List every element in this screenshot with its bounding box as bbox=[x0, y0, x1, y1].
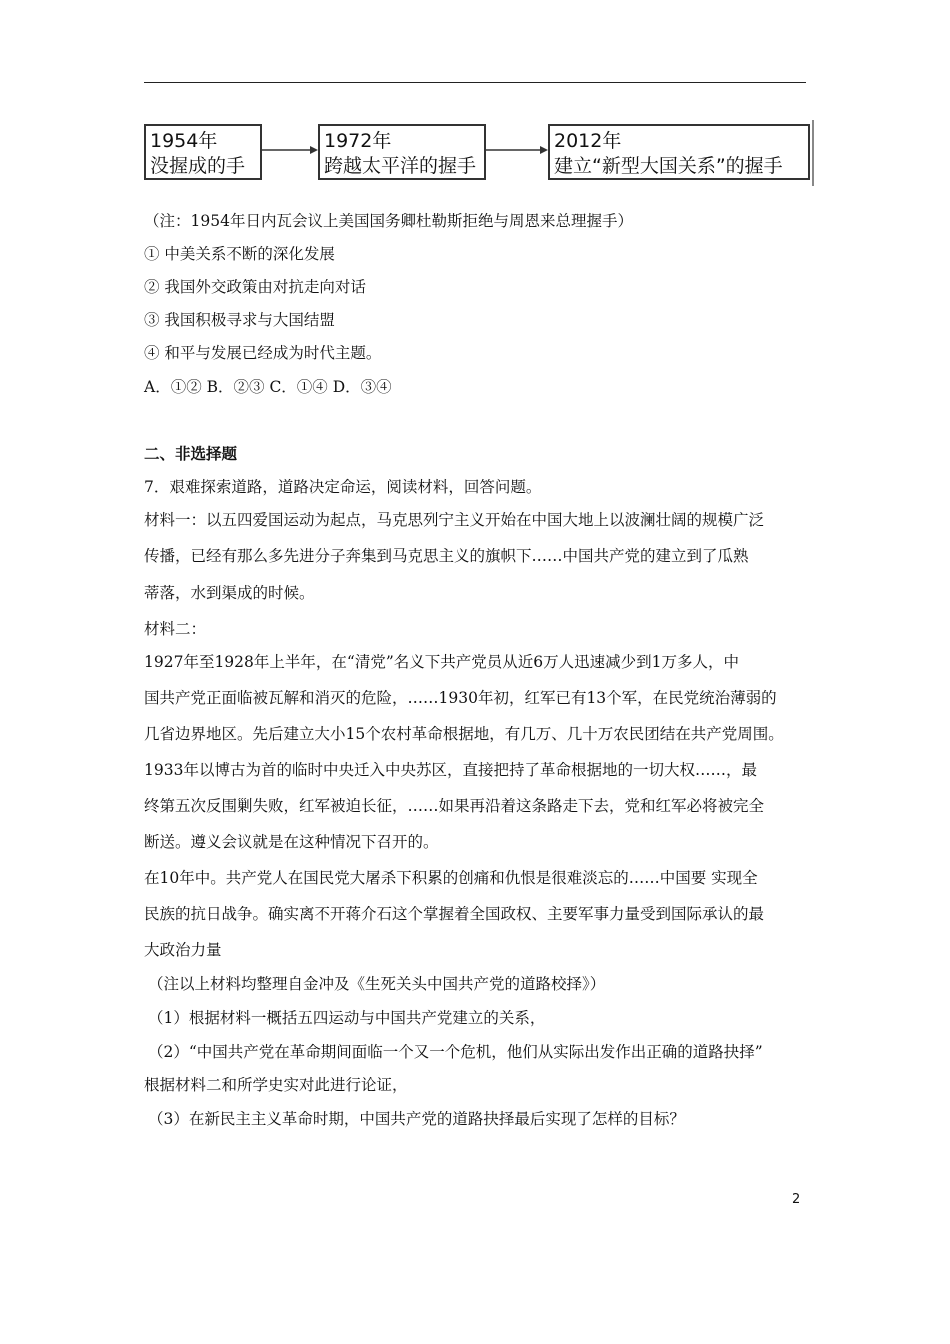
material2-line: 几省边界地区。先后建立大小15个农村革命根据地，有几万、几十万农民团结在共产党周围。 bbox=[144, 725, 784, 743]
question6-note: （注：1954年日内瓦会议上美国国务卿杜勒斯拒绝与周恩来总理握手） bbox=[144, 212, 633, 230]
material2-line: 民族的抗日战争。确实离不开蒋介石这个掌握着全国政权、主要军事力量受到国际承认的最 bbox=[144, 905, 765, 923]
material1-line: 传播，已经有那么多先进分子奔集到马克思主义的旗帜下……中国共产党的建立到了瓜熟 bbox=[144, 547, 749, 565]
page-number: 2 bbox=[792, 1192, 801, 1207]
timeline-year: 1954年 bbox=[150, 130, 218, 152]
arrow-icon bbox=[262, 144, 318, 156]
option-4: ④ 和平与发展已经成为时代主题。 bbox=[144, 344, 382, 362]
material2-line: 在10年中。共产党人在国民党大屠杀下积累的创痛和仇恨是很难淡忘的……中国要 实现全 bbox=[144, 869, 758, 887]
material1-line: 蒂落，水到渠成的时候。 bbox=[144, 584, 315, 602]
material2-line: 终第五次反围剿失败，红军被迫长征，……如果再沿着这条路走下去，党和红军必将被完全 bbox=[144, 797, 765, 815]
timeline-text: 建立“新型大国关系”的握手 bbox=[554, 155, 783, 177]
subquestion-2-cont: 根据材料二和所学史实对此进行论证， bbox=[144, 1076, 408, 1094]
timeline-edge bbox=[808, 120, 814, 186]
material2-line: 1927年至1928年上半年，在“清党”名义下共产党员从近6万人迅速减少到1万多人，中 bbox=[144, 653, 739, 671]
top-rule bbox=[144, 82, 806, 83]
timeline-year: 2012年 bbox=[554, 130, 622, 152]
material2-label: 材料二： bbox=[144, 620, 207, 638]
material2-line: 断送。遵义会议就是在这种情况下召开的。 bbox=[144, 833, 439, 851]
timeline-box-1954 bbox=[144, 124, 262, 180]
subquestion-2: （2）“中国共产党在革命期间面临一个又一个危机，他们从实际出发作出正确的道路抉择” bbox=[148, 1043, 763, 1061]
subquestion-1: （1）根据材料一概括五四运动与中国共产党建立的关系， bbox=[148, 1009, 546, 1027]
material2-line: 国共产党正面临被瓦解和消灭的危险，……1930年初，红军已有13个军，在民党统治薄弱的 bbox=[144, 689, 777, 707]
arrow-icon bbox=[486, 144, 548, 156]
timeline-text: 跨越太平洋的握手 bbox=[324, 155, 477, 177]
timeline-box-1972 bbox=[318, 124, 486, 180]
option-3: ③ 我国积极寻求与大国结盟 bbox=[144, 311, 335, 329]
timeline-year: 1972年 bbox=[324, 130, 392, 152]
section-title: 二、非选择题 bbox=[144, 445, 238, 463]
timeline-text: 没握成的手 bbox=[150, 155, 246, 177]
material1-line: 材料一：以五四爱国运动为起点，马克思列宁主义开始在中国大地上以波澜壮阔的规模广泛 bbox=[144, 511, 765, 529]
material2-line: 大政治力量 bbox=[144, 941, 222, 959]
material2-line: 1933年以博古为首的临时中央迁入中央苏区，直接把持了革命根据地的一切大权……，最 bbox=[144, 761, 757, 779]
option-2: ② 我国外交政策由对抗走向对话 bbox=[144, 278, 366, 296]
answer-choices: A．①② B．②③ C．①④ D．③④ bbox=[144, 378, 392, 396]
timeline-diagram bbox=[140, 120, 814, 190]
subquestion-3: （3）在新民主主义革命时期，中国共产党的道路抉择最后实现了怎样的目标？ bbox=[148, 1110, 685, 1128]
timeline-box-2012 bbox=[548, 124, 810, 180]
question7-stem: 7．艰难探索道路，道路决定命运，阅读材料，回答问题。 bbox=[144, 478, 542, 496]
option-1: ① 中美关系不断的深化发展 bbox=[144, 245, 335, 263]
source-note: （注以上材料均整理自金冲及《生死关头中国共产党的道路校择》） bbox=[148, 975, 606, 993]
